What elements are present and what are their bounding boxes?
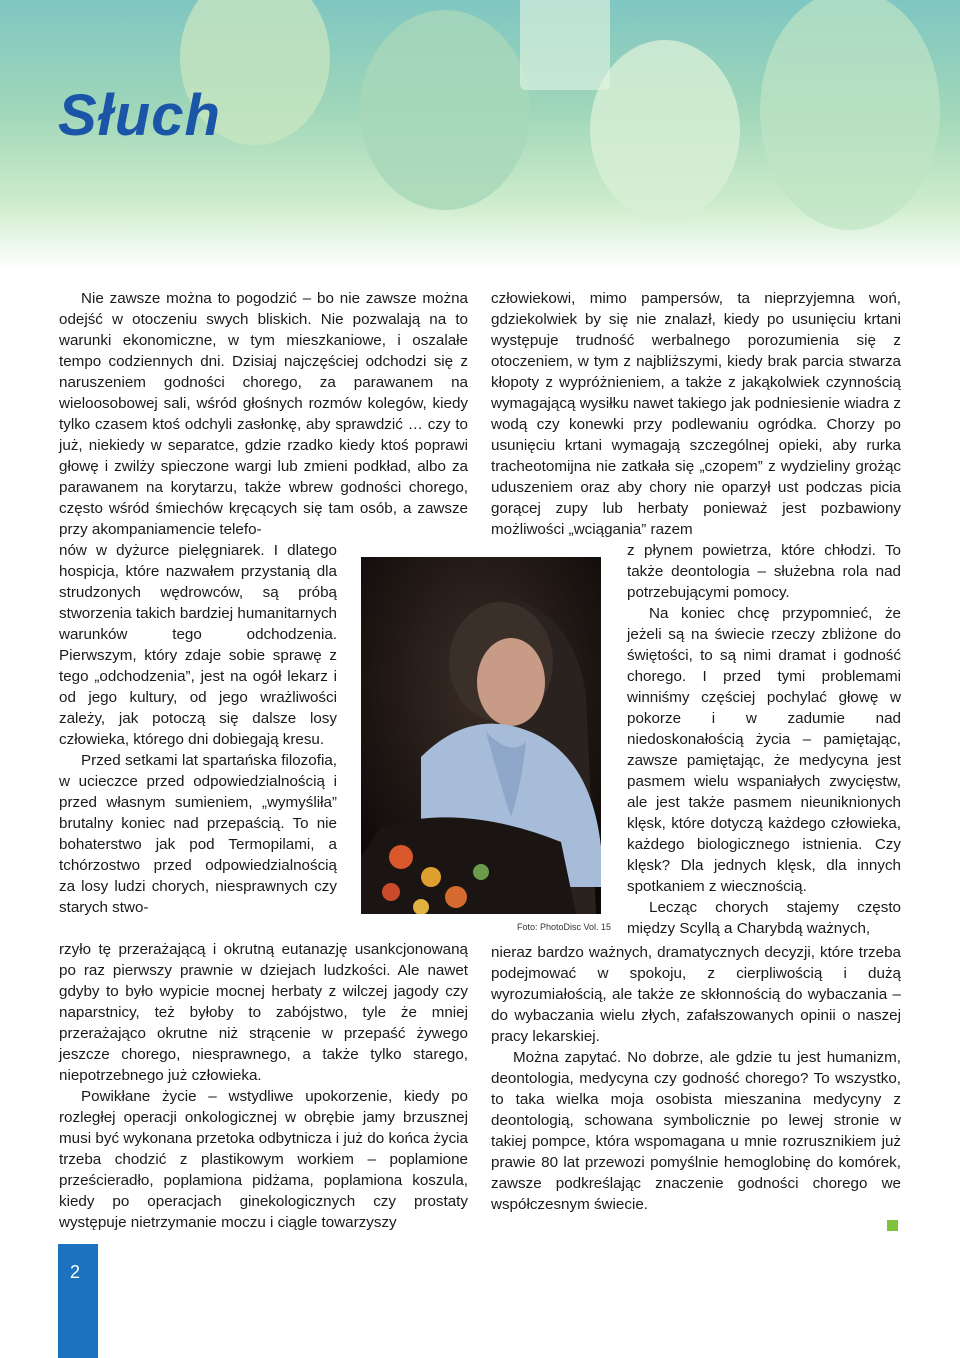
page-number: 2 [70,1262,81,1282]
paragraph: Na koniec chcę przypomnieć, że jeżeli są na świecie rzeczy zbliżone do świętości, to są nimi dramat i godność chorego. I przed tymi problemami winniśmy częściej pochylać głowę w pokorze i w zadumie nad niedoskonałością życia – pamiętając, zawsze pamiętając, że medycyna jest pasmem wielu wspaniałych zwycięstw, ale jest także pasmem nieuniknionych klęsk, które dotyczą każdego człowieka, każdego biologicznego istnienia. Czy klęsk? Dla jednych klęsk, dla innych spotkaniem z wiecznością. [627,605,901,895]
photo-illustration [361,557,601,914]
photo-credit: Foto: PhotoDisc Vol. 15 [517,922,612,932]
col2-narrow-text [627,540,901,939]
paragraph: Można zapytać. No dobrze, ale gdzie tu jest humanizm, deontologia, medycyna czy godność chorego? To wszystko, to taka wielka moja osobista mieszanina medycyny z deontologią, schowana symbolicznie po lewej stronie w takiej pompce, która wspomagana u mnie rozrusznikiem już prawie 80 lat przewozi pomyślnie hemoglobinę do komórek, zawsze podkreślając znaczenie godności chorego we współczesnym świecie. [491,1049,901,1213]
col1-bottom-text [59,939,468,1233]
col2-bottom-text [491,942,901,1215]
paragraph: Przed setkami lat spartańska filozofia, w ucieczce przed odpowiedzialnością i przed własnym sumieniem, „wymyśliła” brutalny koniec nad przepaścią. To nie bohaterstwo jak pod Termopilami, a tchórzostwo przed odpowiedzialnością za losy ludzi chorych, niesprawnych czy starych stwo- [59,752,337,916]
face-woman-right [590,40,740,220]
face-man-right [760,0,940,230]
window-shape [520,0,610,90]
paragraph: z płynem powietrza, które chłodzi. To także deontologia – służebna rola nad potrzebującymi pomocy. [627,542,901,601]
col1-narrow-text [59,540,337,918]
face-child-laughing [360,10,530,210]
paragraph: nów w dyżurce pielęgniarek. I dlatego hospicja, które nazwałem przystanią dla strudzonych wędrowców, są próbą stworzenia takich bardziej humanitarnych warunków tego odchodzenia. Pierwszym, który zdaje sobie sprawę z tego „odchodzenia”, jest na ogół lekarz i od jego kultury, od jego wrażliwości zależy, jak potoczą się dalsze losy człowieka, którego dni dobiegają kresu. [59,542,337,748]
paragraph: człowiekowi, mimo pampersów, ta nieprzyjemna woń, gdziekolwiek by się nie znalazł, kiedy po usunięciu krtani występuje trudność werbalnego porozumienia się z otoczeniem, w tym z najbliższymi, kiedy brak parcia stwarza kłopoty z wypróżnieniem, a także z jakąkolwiek czynnością wymagającą wysiłku nawet takiego jak podniesienie wiadra z wodą czy konewki przy podlewaniu ogródka. Chorzy po usunięciu krtani wymagają szczególnej opieki, aby rurka tracheotomijna nie zatkała się „czopem” z wydzieliny grożąc uduszeniem oraz aby chory nie oparzył ust podczas picia gorącej zupy lub herbaty ponieważ jest pozbawiony możliwości „wciągania” razem [491,290,901,538]
page-title: Słuch [58,83,221,148]
paragraph: Lecząc chorych stajemy często między Scyllą a Charybdą ważnych, [627,899,901,937]
paragraph: nieraz bardzo ważnych, dramatycznych decyzji, które trzeba podejmować w spokoju, z cierpliwością i dużą wyrozumiałością, ale także ze skłonnością do wybaczania – do wybaczania wielu złych, zafałszowanych opinii o naszej pracy lekarskiej. [491,944,901,1045]
elderly-woman-photo [361,557,601,914]
col1-top-text [59,288,468,540]
paragraph: Powikłane życie – wstydliwe upokorzenie, kiedy po rozległej operacji onkologicznej w obrębie jamy brzusznej musi być wykonana przetoka odbytnicza i już do końca życia trzeba chodzić z plastikowym workiem – poplamione prześcieradło, poplamiona pidżama, poplamiona koszula, kiedy po operacjach ginekologicznych czy prostaty występuje nietrzymanie moczu i ciągle towarzyszy [59,1088,468,1231]
col2-top-text [491,288,901,540]
paragraph: Nie zawsze można to pogodzić – bo nie zawsze można odejść w otoczeniu swych bliskich. Nie pozwalają na to warunki ekonomiczne, w tym mieszkaniowe, i oszalałe tempo codziennych dni. Dzisiaj najczęściej odchodzi się z naruszeniem godności chorego, za parawanem na wieloosobowej sali, wśród głośnych rozmów kolegów, kiedy tylko czasem ktoś odchyli zasłonkę, aby sprawdzić … czy to już, niekiedy w separatce, gdzie rzadko kiedy ktoś poprawi głowę i zwilży spieczone wargi lub zmieni podkład, albo za parawanem na korytarzu, także wbrew godności chorego, często wśród śmiechów kręcących się tam osób, a zawsze przy akompaniamencie telefo- [59,290,468,538]
paragraph: rzyło tę przerażającą i okrutną eutanazję usankcjonowaną po raz pierwszy prawnie w dziejach ludzkości. Ale nawet gdyby to było wypicie mocnej herbaty z wilczej jagody czy naparstnicy, też byłoby to zabójstwo, tyle że mniej przerażająco okrutne niż strącenie w przepaść żywego jeszcze chorego, niesprawnego, a także tylko starego, niepotrzebnego już człowieka. [59,941,468,1084]
end-of-article-mark [887,1220,898,1231]
